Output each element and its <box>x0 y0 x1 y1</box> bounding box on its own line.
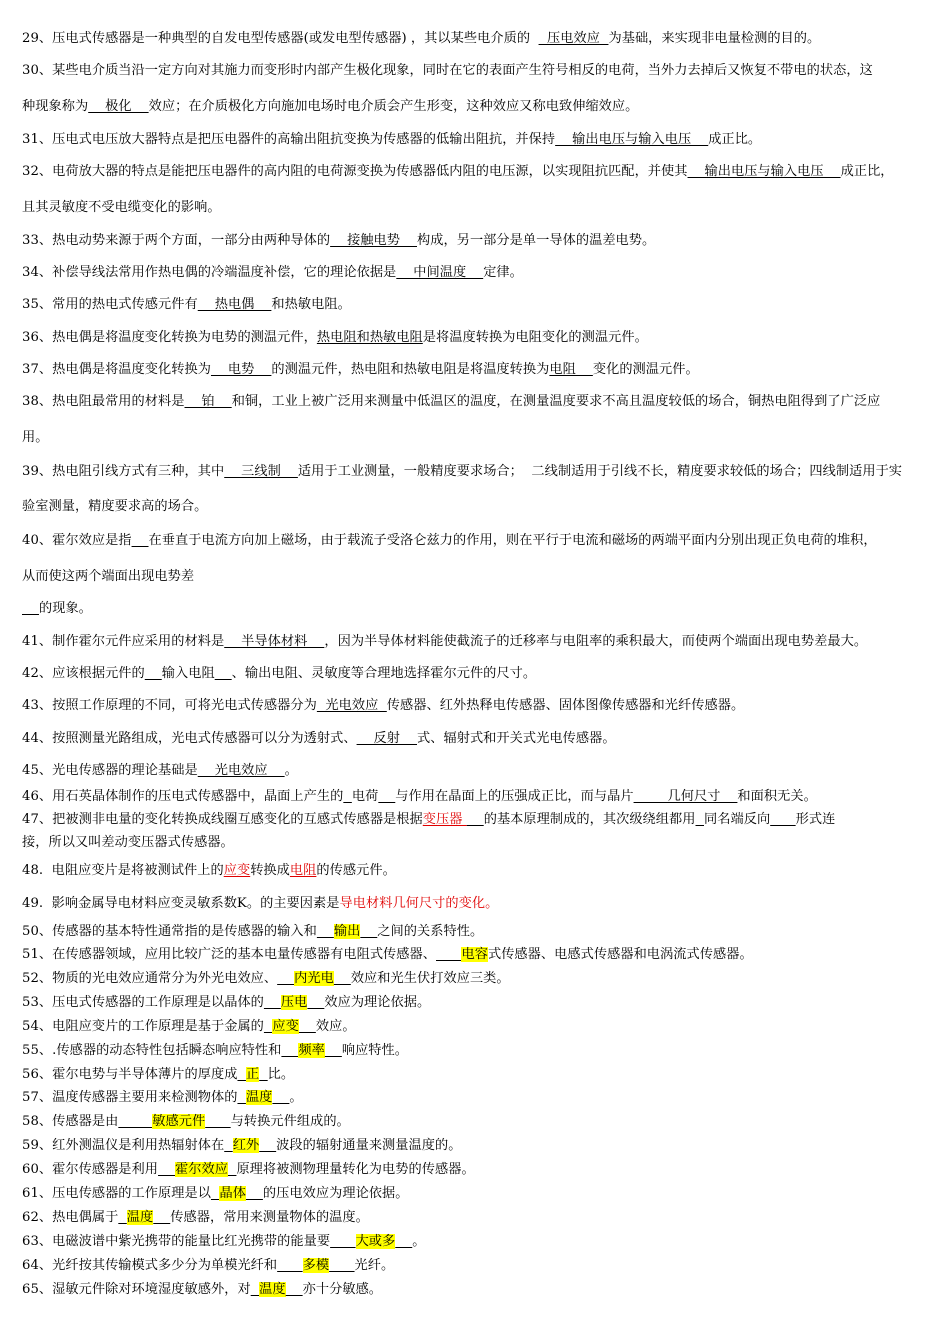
line-text: 成正比。 <box>708 132 762 147</box>
line-text: ，因为半导体材料能使截流子的迁移率与电阻率的乘积最大，而使两个端面出现电势差最大。 <box>324 634 868 649</box>
line-text: 在垂直于电流方向加上磁场，由于载流子受洛仑兹力的作用，则在平行于电流和磁场的两端平面内分别出现正负电荷的堆积， <box>148 533 877 548</box>
question-line <box>22 895 936 913</box>
question-line <box>22 361 936 379</box>
underlined-answer <box>205 1114 230 1129</box>
line-text: 37、热电偶是将温度变化转换为 <box>22 362 211 377</box>
line-text: 62、热电偶属于 <box>22 1210 119 1225</box>
question-line <box>22 296 936 314</box>
line-text: 59、红外测温仪是利用热辐射体在 <box>22 1138 225 1153</box>
question-line <box>22 665 936 683</box>
highlighted-answer: 频率 <box>298 1043 325 1058</box>
underlined-answer: 光电效应 <box>197 763 285 778</box>
underlined-answer <box>343 789 351 804</box>
question-line <box>22 163 936 181</box>
line-text: 效应和光生伏打效应三类。 <box>350 971 510 986</box>
line-text: 从而使这两个端面出现电势差 <box>22 569 195 584</box>
question-line <box>22 1018 936 1036</box>
line-text: 47、把被测非电量的变化转换成线圈互感变化的互感式传感器是根据 <box>22 812 423 827</box>
question-line <box>22 1042 936 1060</box>
line-text: 比。 <box>267 1067 295 1082</box>
line-text: 45、光电传感器的理论基础是 <box>22 763 198 778</box>
highlighted-answer: 温度 <box>245 1090 273 1105</box>
question-line <box>22 600 936 618</box>
line-text: 53、压电式传感器的工作原理是以晶体的 <box>22 995 264 1010</box>
line-text: 。 <box>284 763 298 778</box>
line-text: 56、霍尔电势与半导体薄片的厚度成 <box>22 1067 238 1082</box>
highlighted-answer: 红外 <box>232 1138 260 1153</box>
line-text: 传感器，常用来测量物体的温度。 <box>170 1210 369 1225</box>
red-answer: 电阻 <box>289 863 317 878</box>
underlined-answer: 半导体材料 <box>224 634 325 649</box>
underlined-answer: 极化 <box>88 99 149 114</box>
question-line <box>22 1185 936 1203</box>
highlighted-answer: 温度 <box>126 1210 154 1225</box>
line-text: 原理将被测物理量转化为电势的传感器。 <box>236 1162 475 1177</box>
line-text: 52、物质的光电效应通常分为外光电效应、 <box>22 971 278 986</box>
underlined-answer: 接触电势 <box>330 233 417 248</box>
line-text: 60、霍尔传感器是利用 <box>22 1162 159 1177</box>
underlined-answer: 几何尺寸 <box>633 789 738 804</box>
underlined-answer <box>360 924 377 939</box>
underlined-answer <box>378 789 395 804</box>
line-text: 响应特性。 <box>341 1043 409 1058</box>
highlighted-answer: 电容 <box>461 947 488 962</box>
underlined-answer <box>436 947 461 962</box>
question-line <box>22 393 936 411</box>
question-line <box>22 98 936 116</box>
underlined-answer <box>277 971 294 986</box>
underlined-answer <box>277 1258 302 1273</box>
highlighted-answer: 压电 <box>280 995 308 1010</box>
underlined-answer: 电势 <box>210 362 272 377</box>
underlined-answer <box>299 1019 316 1034</box>
line-text: 30、某些电介质当沿一定方向对其施力而变形时内部产生极化现象，同时在它的表面产生符号相反的电荷，当外力去掉后又恢复不带电的状态，这 <box>22 63 873 78</box>
underlined-answer <box>153 1210 170 1225</box>
line-text: 与转换元件组成的。 <box>230 1114 350 1129</box>
question-line <box>22 970 936 988</box>
highlighted-answer: 敏感元件 <box>152 1114 206 1129</box>
line-text: 种现象称为 <box>22 99 89 114</box>
underlined-answer <box>395 1234 412 1249</box>
highlighted-answer: 温度 <box>259 1282 286 1297</box>
line-text: 转换成 <box>250 863 290 878</box>
question-line <box>22 1209 936 1227</box>
underlined-answer: 电阻 <box>549 362 593 377</box>
question-line <box>22 131 936 149</box>
line-text: 42、应该根据元件的 <box>22 666 145 681</box>
line-text: 48. 电阻应变片是将被测试件上的 <box>22 863 224 878</box>
underlined-answer <box>330 1234 355 1249</box>
line-text: 是将温度转换为电阻变化的测温元件。 <box>422 330 648 345</box>
line-text: 为基础，来实现非电量检测的目的。 <box>608 31 821 46</box>
underlined-answer <box>132 533 149 548</box>
question-line <box>22 994 936 1012</box>
question-line <box>22 1281 936 1299</box>
underlined-answer <box>281 1043 298 1058</box>
underlined-answer: 中间温度 <box>396 265 484 280</box>
line-text: 与作用在晶面上的压强成正比，而与晶片 <box>395 789 634 804</box>
line-text: 形式连 <box>795 812 836 827</box>
line-text: 效应为理论依据。 <box>324 995 431 1010</box>
line-text: 同名端反向 <box>704 812 771 827</box>
line-text: 44、按照测量光路组成，光电式传感器可以分为透射式、 <box>22 731 357 746</box>
underlined-answer <box>251 1282 259 1297</box>
underlined-answer <box>224 1138 232 1153</box>
question-line <box>22 1257 936 1275</box>
question-line <box>22 1066 936 1084</box>
line-text: 光纤。 <box>354 1258 395 1273</box>
line-text: 32、电荷放大器的特点是能把压电器件的高内阻的电荷源变换为传感器低内阻的电压源，以实现阻抗匹配，并使其 <box>22 164 688 179</box>
line-text: 电荷 <box>351 789 379 804</box>
question-line <box>22 1113 936 1131</box>
line-text: 33、热电动势来源于两个方面，一部分由两种导体的 <box>22 233 331 248</box>
line-text: 的压电效应为理论依据。 <box>262 1186 409 1201</box>
question-line <box>22 463 936 481</box>
red-answer: 应变 <box>223 863 251 878</box>
underlined-answer <box>237 1067 245 1082</box>
underlined-answer <box>334 971 351 986</box>
question-line <box>22 762 936 780</box>
line-text: 64、光纤按其传输模式多少分为单模光纤和 <box>22 1258 278 1273</box>
underlined-answer <box>22 601 39 616</box>
red-answer: 导电材料几何尺寸的变化。 <box>339 896 499 911</box>
line-text: 。 <box>289 1090 303 1105</box>
line-text: 和面积无关。 <box>737 789 817 804</box>
line-text: 、输出电阻、灵敏度等合理地选择霍尔元件的尺寸。 <box>231 666 537 681</box>
underlined-answer <box>246 1186 263 1201</box>
question-line <box>22 633 936 651</box>
line-text: 式、辐射式和开关式光电传感器。 <box>417 731 616 746</box>
highlighted-answer: 霍尔效应 <box>175 1162 228 1177</box>
line-text: 41、制作霍尔元件应采用的材料是 <box>22 634 225 649</box>
question-line <box>22 568 936 586</box>
line-text: 效应；在介质极化方向施加电场时电介质会产生形变，这种效应又称电致伸缩效应。 <box>148 99 639 114</box>
line-text: 构成，另一部分是单一导体的温差电势。 <box>417 233 656 248</box>
underlined-answer <box>696 812 704 827</box>
line-text: 成正比， <box>840 164 894 179</box>
underlined-answer <box>329 1258 354 1273</box>
question-line <box>22 788 936 806</box>
line-text: 的传感元件。 <box>316 863 396 878</box>
underlined-answer: 光电效应 <box>316 698 387 713</box>
line-text: 50、传感器的基本特性通常指的是传感器的输入和 <box>22 924 317 939</box>
underlined-answer <box>770 812 795 827</box>
question-line <box>22 498 936 516</box>
line-text: 适用于工业测量，一般精度要求场合； 二线制适用于引线不长，精度要求较低的场合；四线制适用于实 <box>297 464 903 479</box>
underlined-answer: 输出电压与输入电压 <box>555 132 709 147</box>
question-line <box>22 1233 936 1251</box>
line-text: 58、传感器是由 <box>22 1114 119 1129</box>
underlined-answer <box>215 666 232 681</box>
line-text: 传感器、红外热释电传感器、固体图像传感器和光纤传感器。 <box>386 698 745 713</box>
line-text: 接，所以又叫差动变压器式传感器。 <box>22 835 234 850</box>
line-text: 51、在传感器领域，应用比较广泛的基本电量传感器有电阻式传感器、 <box>22 947 437 962</box>
question-line <box>22 329 936 347</box>
question-line <box>22 232 936 250</box>
line-text: 之间的关系特性。 <box>377 924 484 939</box>
red-answer: 变压器 <box>422 812 467 827</box>
line-text: 35、常用的热电式传感元件有 <box>22 297 198 312</box>
line-text: 亦十分敏感。 <box>302 1282 383 1297</box>
line-text: 式传感器、电感式传感器和电涡流式传感器。 <box>487 947 753 962</box>
line-text: 46、用石英晶体制作的压电式传感器中，晶面上产生的 <box>22 789 344 804</box>
underlined-answer: 压电效应 <box>538 31 609 46</box>
line-text: 63、电磁波谱中紫光携带的能量比红光携带的能量要 <box>22 1234 331 1249</box>
underlined-answer <box>325 1043 342 1058</box>
line-text: 定律。 <box>483 265 523 280</box>
question-line <box>22 811 936 829</box>
underlined-answer <box>317 924 334 939</box>
line-text: 40、霍尔效应是指 <box>22 533 132 548</box>
question-line <box>22 264 936 282</box>
question-line <box>22 923 936 941</box>
highlighted-answer: 大或多 <box>355 1234 396 1249</box>
line-text: 55、.传感器的动态特性包括瞬态响应特性和 <box>22 1043 282 1058</box>
line-text: 43、按照工作原理的不同，可将光电式传感器分为 <box>22 698 317 713</box>
highlighted-answer: 内光电 <box>294 971 334 986</box>
question-line <box>22 62 936 80</box>
highlighted-answer: 正 <box>245 1067 260 1082</box>
question-line <box>22 1089 936 1107</box>
line-text: 65、湿敏元件除对环境湿度敏感外，对 <box>22 1282 251 1297</box>
question-line <box>22 730 936 748</box>
line-text: 和铜，工业上被广泛用来测量中低温区的温度，在测量温度要求不高且温度较低的场合，铜热电阻得到了广泛应 <box>231 394 881 409</box>
question-line <box>22 1137 936 1155</box>
underlined-answer <box>158 1162 175 1177</box>
line-text: 的测温元件，热电阻和热敏电阻是将温度转换为 <box>271 362 550 377</box>
underlined-answer: 三线制 <box>224 464 298 479</box>
line-text: 36、热电偶是将温度变化转换为电势的测温元件， <box>22 330 317 345</box>
line-text: 。 <box>412 1234 426 1249</box>
underlined-answer: 热电偶 <box>197 297 272 312</box>
line-text: 31、压电式电压放大器特点是把压电器件的高输出阻抗变换为传感器的低输出阻抗，并保持 <box>22 132 556 147</box>
line-text: 和热敏电阻。 <box>271 297 351 312</box>
line-text: 38、热电阻最常用的材料是 <box>22 394 185 409</box>
line-text: 验室测量，精度要求高的场合。 <box>22 499 208 514</box>
underlined-answer <box>272 1090 289 1105</box>
highlighted-answer: 输出 <box>333 924 361 939</box>
underlined-answer <box>118 1210 126 1225</box>
underlined-answer <box>118 1114 152 1129</box>
underlined-answer: 输出电压与输入电压 <box>687 164 841 179</box>
underlined-answer <box>286 1282 303 1297</box>
underlined-answer <box>264 995 281 1010</box>
line-text: 输入电阻 <box>161 666 215 681</box>
question-line <box>22 532 936 550</box>
line-text: 的现象。 <box>38 601 92 616</box>
line-text: 用。 <box>22 430 49 445</box>
line-text: 49. 影响金属导电材料应变灵敏系数K。的主要因素是 <box>22 896 340 911</box>
line-text: 39、热电阻引线方式有三种，其中 <box>22 464 225 479</box>
highlighted-answer: 多模 <box>302 1258 330 1273</box>
underlined-answer <box>307 995 324 1010</box>
question-line <box>22 946 936 964</box>
underlined-answer <box>467 812 484 827</box>
line-text: 29、压电式传感器是一种典型的自发电型传感器(或发电型传感器) ，其以某些电介质的 <box>22 31 539 46</box>
line-text: 变化的测温元件。 <box>592 362 699 377</box>
line-text: 波段的辐射通量来测量温度的。 <box>276 1138 462 1153</box>
underlined-answer <box>145 666 162 681</box>
question-line <box>22 30 936 48</box>
highlighted-answer: 应变 <box>272 1019 299 1034</box>
question-line <box>22 697 936 715</box>
line-text: 61、压电传感器的工作原理是以 <box>22 1186 211 1201</box>
line-text: 效应。 <box>315 1019 356 1034</box>
line-text: 的基本原理制成的，其次级绕组都用 <box>483 812 696 827</box>
question-line <box>22 199 936 217</box>
line-text: 34、补偿导线法常用作热电偶的冷端温度补偿，它的理论依据是 <box>22 265 397 280</box>
underlined-answer <box>259 1067 267 1082</box>
underlined-answer: 热电阻和热敏电阻 <box>316 330 423 345</box>
question-line <box>22 1161 936 1179</box>
underlined-answer <box>237 1090 245 1105</box>
question-line <box>22 862 936 880</box>
underlined-answer <box>259 1138 276 1153</box>
underlined-answer: 反射 <box>356 731 417 746</box>
line-text: 且其灵敏度不受电缆变化的影响。 <box>22 200 221 215</box>
underlined-answer: 铂 <box>184 394 232 409</box>
question-line <box>22 834 936 852</box>
line-text: 57、温度传感器主要用来检测物体的 <box>22 1090 238 1105</box>
line-text: 54、电阻应变片的工作原理是基于金属的 <box>22 1019 264 1034</box>
question-line <box>22 429 936 447</box>
highlighted-answer: 晶体 <box>219 1186 246 1201</box>
